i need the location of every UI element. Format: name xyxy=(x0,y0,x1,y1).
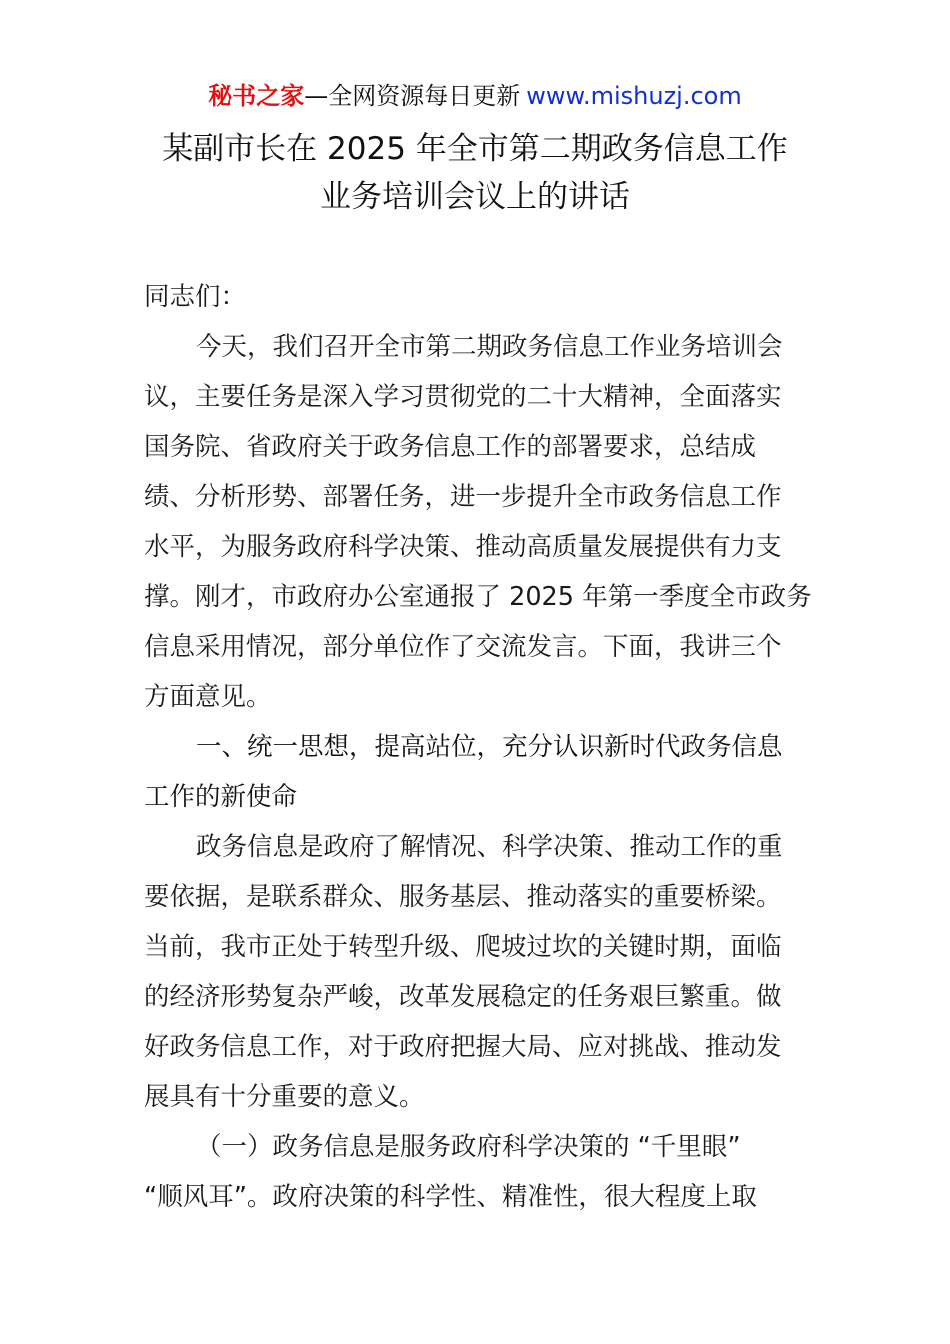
banner-tagline: —全网资源每日更新 xyxy=(304,82,521,110)
document-title-line-1: 某副市长在 2025 年全市第二期政务信息工作 xyxy=(162,131,788,167)
document-title-line-2: 业务培训会议上的讲话 xyxy=(320,179,630,215)
paragraph-line: 国务院、省政府关于政务信息工作的部署要求，总结成 xyxy=(144,432,757,462)
paragraph-line: 要依据，是联系群众、服务基层、推动落实的重要桥梁。 xyxy=(144,882,782,912)
paragraph-line: 的经济形势复杂严峻，改革发展稳定的任务艰巨繁重。做 xyxy=(144,982,782,1012)
site-url-link[interactable]: www.mishuzj.com xyxy=(526,82,742,110)
paragraph-line: 撑。刚才，市政府办公室通报了 2025 年第一季度全市政务 xyxy=(144,582,812,612)
paragraph-line: 绩、分析形势、部署任务，进一步提升全市政务信息工作 xyxy=(144,482,782,512)
paragraph-line: 当前，我市正处于转型升级、爬坡过坎的关键时期，面临 xyxy=(144,932,782,962)
salutation: 同志们： xyxy=(144,282,247,312)
site-banner xyxy=(0,78,950,114)
paragraph-line: “顺风耳”。政府决策的科学性、精准性，很大程度上取 xyxy=(144,1182,757,1212)
paragraph-line: 议，主要任务是深入学习贯彻党的二十大精神，全面落实 xyxy=(144,382,782,412)
paragraph-line: 水平，为服务政府科学决策、推动高质量发展提供有力支 xyxy=(144,532,782,562)
section-heading-line: 一、统一思想，提高站位，充分认识新时代政务信息 xyxy=(196,732,783,762)
paragraph-line: 政务信息是政府了解情况、科学决策、推动工作的重 xyxy=(196,832,783,862)
paragraph-line: 展具有十分重要的意义。 xyxy=(144,1082,425,1112)
paragraph-line: 信息采用情况，部分单位作了交流发言。下面，我讲三个 xyxy=(144,632,782,662)
subsection-line: （一）政务信息是服务政府科学决策的 “千里眼” xyxy=(196,1132,741,1162)
brand-name: 秘书之家 xyxy=(208,82,305,110)
paragraph-line: 好政务信息工作，对于政府把握大局、应对挑战、推动发 xyxy=(144,1032,782,1062)
paragraph-line: 方面意见。 xyxy=(144,682,272,712)
paragraph-line: 今天，我们召开全市第二期政务信息工作业务培训会 xyxy=(196,332,783,362)
section-heading-line: 工作的新使命 xyxy=(144,782,298,812)
